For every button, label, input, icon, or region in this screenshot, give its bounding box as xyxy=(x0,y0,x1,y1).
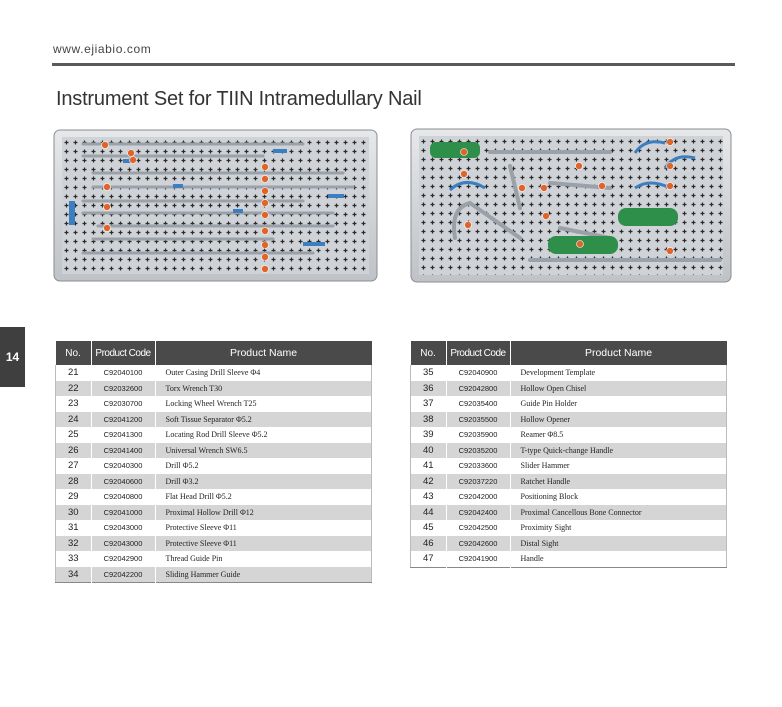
product-table-left xyxy=(55,341,372,583)
table-row xyxy=(56,536,372,552)
row-no: 46 xyxy=(411,536,447,552)
table-row xyxy=(411,551,727,567)
row-name: Development Template xyxy=(510,365,727,381)
row-name: Protective Sleeve Φ11 xyxy=(155,520,372,536)
table-row xyxy=(56,396,372,412)
row-code: C92041200 xyxy=(91,412,155,428)
row-code: C92041000 xyxy=(91,505,155,521)
row-no: 25 xyxy=(56,427,92,443)
table-row xyxy=(56,381,372,397)
row-code: C92032600 xyxy=(91,381,155,397)
row-name: Thread Guide Pin xyxy=(155,551,372,567)
row-no: 28 xyxy=(56,474,92,490)
row-no: 40 xyxy=(411,443,447,459)
instrument-tray-photo-right xyxy=(410,128,732,283)
row-code: C92030700 xyxy=(91,396,155,412)
row-code: C92040300 xyxy=(91,458,155,474)
table-row xyxy=(411,365,727,381)
row-no: 22 xyxy=(56,381,92,397)
row-name: Hollow Open Chisel xyxy=(510,381,727,397)
row-name: Protective Sleeve Φ11 xyxy=(155,536,372,552)
website-url: www.ejiabio.com xyxy=(53,42,152,56)
row-code: C92035500 xyxy=(446,412,510,428)
row-no: 29 xyxy=(56,489,92,505)
table-row xyxy=(56,567,372,583)
row-name: Sliding Hammer Guide xyxy=(155,567,372,583)
row-code: C92040100 xyxy=(91,365,155,381)
row-name: Reamer Φ8.5 xyxy=(510,427,727,443)
column-header-code: Product Code xyxy=(446,341,510,365)
column-header-name: Product Name xyxy=(510,341,727,365)
instrument-tray-photo-left xyxy=(53,129,378,282)
table-row xyxy=(411,505,727,521)
row-name: Locking Wheel Wrench T25 xyxy=(155,396,372,412)
table-row xyxy=(411,489,727,505)
table-row xyxy=(411,427,727,443)
row-no: 36 xyxy=(411,381,447,397)
row-name: Torx Wrench T30 xyxy=(155,381,372,397)
row-name: Drill Φ3.2 xyxy=(155,474,372,490)
row-name: Proximity Sight xyxy=(510,520,727,536)
row-no: 23 xyxy=(56,396,92,412)
row-name: Outer Casing Drill Sleeve Φ4 xyxy=(155,365,372,381)
row-name: Hollow Opener xyxy=(510,412,727,428)
row-no: 21 xyxy=(56,365,92,381)
row-name: T-type Quick-change Handle xyxy=(510,443,727,459)
row-name: Proximal Hollow Drill Φ12 xyxy=(155,505,372,521)
row-code: C92043000 xyxy=(91,536,155,552)
page-number-tab: 14 xyxy=(0,327,25,387)
product-table-right xyxy=(410,341,727,568)
table-row xyxy=(56,474,372,490)
page-title: Instrument Set for TIIN Intramedullary Nail xyxy=(56,88,422,110)
row-code: C92035400 xyxy=(446,396,510,412)
row-no: 31 xyxy=(56,520,92,536)
table-row xyxy=(411,458,727,474)
row-code: C92040900 xyxy=(446,365,510,381)
table-row xyxy=(56,520,372,536)
row-no: 43 xyxy=(411,489,447,505)
table-row xyxy=(411,443,727,459)
row-no: 41 xyxy=(411,458,447,474)
row-name: Handle xyxy=(510,551,727,567)
row-no: 39 xyxy=(411,427,447,443)
column-header-no: No. xyxy=(56,341,92,365)
column-header-code: Product Code xyxy=(91,341,155,365)
row-name: Soft Tissue Separator Φ5.2 xyxy=(155,412,372,428)
row-code: C92035200 xyxy=(446,443,510,459)
row-code: C92035900 xyxy=(446,427,510,443)
row-no: 42 xyxy=(411,474,447,490)
row-name: Flat Head Drill Φ5.2 xyxy=(155,489,372,505)
row-name: Guide Pin Holder xyxy=(510,396,727,412)
row-code: C92042500 xyxy=(446,520,510,536)
row-code: C92041300 xyxy=(91,427,155,443)
row-no: 30 xyxy=(56,505,92,521)
table-row xyxy=(411,396,727,412)
row-no: 33 xyxy=(56,551,92,567)
table-row xyxy=(56,458,372,474)
row-code: C92040800 xyxy=(91,489,155,505)
row-code: C92040600 xyxy=(91,474,155,490)
row-no: 47 xyxy=(411,551,447,567)
row-no: 44 xyxy=(411,505,447,521)
row-code: C92042000 xyxy=(446,489,510,505)
row-name: Distal Sight xyxy=(510,536,727,552)
row-name: Slider Hammer xyxy=(510,458,727,474)
table-row xyxy=(411,412,727,428)
table-row xyxy=(56,489,372,505)
row-name: Positioning Block xyxy=(510,489,727,505)
row-code: C92042400 xyxy=(446,505,510,521)
table-row xyxy=(56,365,372,381)
row-name: Ratchet Handle xyxy=(510,474,727,490)
row-code: C92033600 xyxy=(446,458,510,474)
row-no: 45 xyxy=(411,520,447,536)
column-header-no: No. xyxy=(411,341,447,365)
table-row xyxy=(56,505,372,521)
table-row xyxy=(56,551,372,567)
row-code: C92041900 xyxy=(446,551,510,567)
row-code: C92042200 xyxy=(91,567,155,583)
row-no: 27 xyxy=(56,458,92,474)
table-row xyxy=(56,427,372,443)
column-header-name: Product Name xyxy=(155,341,372,365)
row-code: C92042600 xyxy=(446,536,510,552)
table-row xyxy=(56,443,372,459)
row-no: 37 xyxy=(411,396,447,412)
table-row xyxy=(411,536,727,552)
row-no: 32 xyxy=(56,536,92,552)
row-name: Universal Wrench SW6.5 xyxy=(155,443,372,459)
row-no: 24 xyxy=(56,412,92,428)
table-row xyxy=(56,412,372,428)
row-name: Proximal Cancellous Bone Connector xyxy=(510,505,727,521)
row-code: C92043000 xyxy=(91,520,155,536)
header-divider xyxy=(52,63,735,66)
table-row xyxy=(411,474,727,490)
row-no: 34 xyxy=(56,567,92,583)
row-code: C92037220 xyxy=(446,474,510,490)
table-row xyxy=(411,381,727,397)
row-code: C92041400 xyxy=(91,443,155,459)
row-no: 35 xyxy=(411,365,447,381)
row-no: 26 xyxy=(56,443,92,459)
table-row xyxy=(411,520,727,536)
row-code: C92042800 xyxy=(446,381,510,397)
row-no: 38 xyxy=(411,412,447,428)
row-name: Locating Rod Drill Sleeve Φ5.2 xyxy=(155,427,372,443)
row-name: Drill Φ5.2 xyxy=(155,458,372,474)
row-code: C92042900 xyxy=(91,551,155,567)
